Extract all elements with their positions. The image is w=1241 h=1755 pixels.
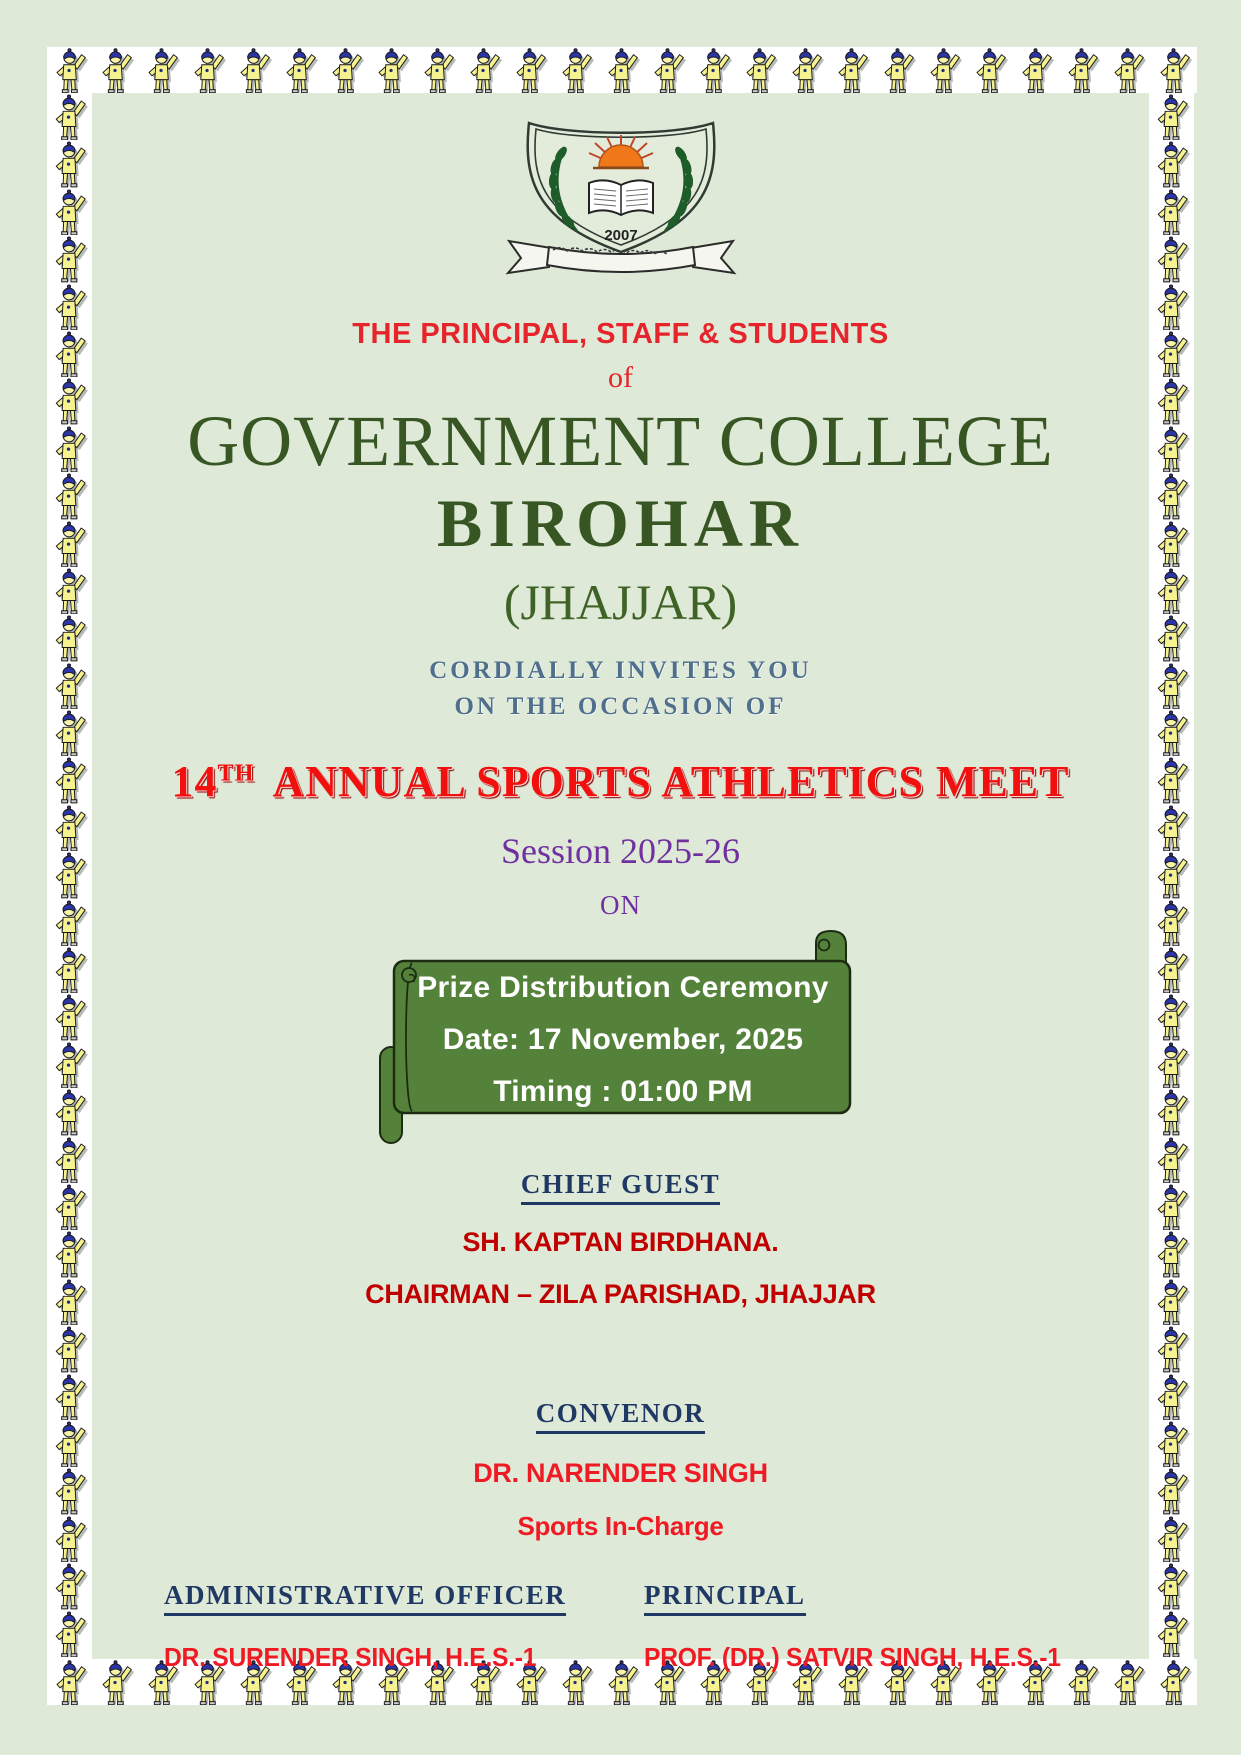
convenor-heading: CONVENOR <box>536 1398 706 1434</box>
person-waving-icon <box>599 47 645 93</box>
chief-guest-heading-row <box>92 1169 1149 1205</box>
invite-line-1: CORDIALLY INVITES YOU <box>429 657 812 684</box>
invitation-content <box>92 93 1149 1672</box>
person-waving-icon <box>47 1278 92 1325</box>
person-waving-icon <box>1149 188 1194 235</box>
chief-guest-name: SH. KAPTAN BIRDHANA. <box>462 1226 779 1257</box>
on-word: ON <box>600 889 641 920</box>
person-waving-icon <box>47 662 92 709</box>
person-waving-icon <box>47 1659 93 1705</box>
college-name: GOVERNMENT COLLEGE <box>187 401 1054 481</box>
person-waving-icon <box>47 235 92 282</box>
administrative-officer-heading: ADMINISTRATIVE OFFICER <box>164 1580 566 1616</box>
person-waving-icon <box>1105 47 1151 93</box>
person-waving-icon <box>1149 235 1194 282</box>
principal-heading: PRINCIPAL <box>644 1580 806 1616</box>
person-waving-icon <box>47 756 92 803</box>
person-waving-icon <box>47 1610 92 1657</box>
person-waving-icon <box>1151 1659 1197 1705</box>
person-waving-icon <box>1149 472 1194 519</box>
person-waving-icon <box>47 993 92 1040</box>
scroll-banner <box>368 927 873 1147</box>
person-waving-icon <box>415 47 461 93</box>
principal-name: PROF. (DR.) SATVIR SINGH, H.E.S.-1 <box>644 1641 1061 1672</box>
administrative-officer-name: DR. SURENDER SINGH, H.E.S.-1 <box>164 1641 537 1672</box>
person-waving-icon <box>1149 614 1194 661</box>
college-crest-shield-icon <box>481 109 761 287</box>
border-top <box>47 47 1197 93</box>
college-crest <box>92 109 1149 292</box>
person-waving-icon <box>47 283 92 330</box>
person-waving-icon <box>1149 1278 1194 1325</box>
event-title <box>92 756 1149 806</box>
person-waving-icon <box>1149 283 1194 330</box>
person-waving-icon <box>139 47 185 93</box>
convenor-heading-row <box>92 1398 1149 1434</box>
person-waving-icon <box>1149 1515 1194 1562</box>
person-waving-icon <box>47 1136 92 1183</box>
event-title-rest: ANNUAL SPORTS ATHLETICS MEET <box>272 756 1070 806</box>
session-line: Session 2025-26 <box>500 830 740 871</box>
person-waving-icon <box>967 47 1013 93</box>
scroll-ceremony-line: Prize Distribution Ceremony <box>417 970 829 1004</box>
person-waving-icon <box>47 1373 92 1420</box>
person-waving-icon <box>47 946 92 993</box>
invite-line-2: ON THE OCCASION OF <box>454 693 787 721</box>
chief-guest-designation: CHAIRMAN – ZILA PARISHAD, JHAJJAR <box>365 1278 876 1309</box>
person-waving-icon <box>1149 756 1194 803</box>
person-waving-icon <box>1151 47 1197 93</box>
person-waving-icon <box>47 567 92 614</box>
person-waving-icon <box>783 47 829 93</box>
invitation-lines <box>92 653 1149 726</box>
person-waving-icon <box>47 1467 92 1514</box>
person-waving-icon <box>323 47 369 93</box>
person-waving-icon <box>47 140 92 187</box>
person-waving-icon <box>829 47 875 93</box>
open-book-icon <box>589 180 653 215</box>
person-waving-icon <box>1149 946 1194 993</box>
person-waving-icon <box>1149 993 1194 1040</box>
person-waving-icon <box>1149 1183 1194 1230</box>
person-waving-icon <box>1149 662 1194 709</box>
of-word: of <box>608 361 633 394</box>
convenor-name: DR. NARENDER SINGH <box>473 1457 768 1488</box>
person-waving-icon <box>1149 1373 1194 1420</box>
person-waving-icon <box>47 93 92 140</box>
person-waving-icon <box>1059 47 1105 93</box>
person-waving-icon <box>1149 1136 1194 1183</box>
person-waving-icon <box>1149 1420 1194 1467</box>
person-waving-icon <box>921 47 967 93</box>
border-left <box>47 93 92 1659</box>
person-waving-icon <box>1149 520 1194 567</box>
person-waving-icon <box>1149 851 1194 898</box>
person-waving-icon <box>875 47 921 93</box>
person-waving-icon <box>691 47 737 93</box>
person-waving-icon <box>47 804 92 851</box>
established-year: 2007 <box>603 227 638 244</box>
person-waving-icon <box>47 330 92 377</box>
chief-guest-heading: CHIEF GUEST <box>521 1169 720 1205</box>
scroll-date-line: Date: 17 November, 2025 <box>442 1022 804 1056</box>
person-waving-icon <box>47 1230 92 1277</box>
person-waving-icon <box>737 47 783 93</box>
person-waving-icon <box>47 1325 92 1372</box>
person-waving-icon <box>47 188 92 235</box>
person-waving-icon <box>645 47 691 93</box>
person-waving-icon <box>1149 93 1194 140</box>
person-waving-icon <box>47 1515 92 1562</box>
person-waving-icon <box>1149 1230 1194 1277</box>
principal-block <box>644 1580 1149 1673</box>
person-waving-icon <box>507 47 553 93</box>
person-waving-icon <box>1149 804 1194 851</box>
person-waving-icon <box>1149 899 1194 946</box>
person-waving-icon <box>185 47 231 93</box>
person-waving-icon <box>231 47 277 93</box>
person-waving-icon <box>47 899 92 946</box>
person-waving-icon <box>1149 140 1194 187</box>
person-waving-icon <box>47 709 92 756</box>
person-waving-icon <box>369 47 415 93</box>
signatories-row <box>92 1580 1149 1673</box>
person-waving-icon <box>461 47 507 93</box>
person-waving-icon <box>47 1183 92 1230</box>
person-waving-icon <box>1149 1467 1194 1514</box>
person-waving-icon <box>47 425 92 472</box>
person-waving-icon <box>47 1420 92 1467</box>
person-waving-icon <box>1149 377 1194 424</box>
convenor-designation: Sports In-Charge <box>517 1510 724 1541</box>
person-waving-icon <box>47 47 93 93</box>
person-waving-icon <box>1149 1088 1194 1135</box>
person-waving-icon <box>47 1088 92 1135</box>
person-waving-icon <box>93 47 139 93</box>
person-waving-icon <box>1149 1325 1194 1372</box>
person-waving-icon <box>277 47 323 93</box>
person-waving-icon <box>1013 47 1059 93</box>
person-waving-icon <box>553 47 599 93</box>
administrative-officer-block <box>164 1580 644 1673</box>
principal-staff-students-line: THE PRINCIPAL, STAFF & STUDENTS <box>352 318 889 350</box>
event-title-ordinal: TH <box>217 758 255 786</box>
scroll-time-line: Timing : 01:00 PM <box>493 1074 753 1108</box>
person-waving-icon <box>1149 1041 1194 1088</box>
person-waving-icon <box>1149 425 1194 472</box>
event-title-number: 14 <box>171 756 218 806</box>
person-waving-icon <box>1149 567 1194 614</box>
person-waving-icon <box>1149 330 1194 377</box>
person-waving-icon <box>47 614 92 661</box>
college-place: BIROHAR <box>437 485 804 561</box>
person-waving-icon <box>47 851 92 898</box>
person-waving-icon <box>47 1562 92 1609</box>
person-waving-icon <box>1149 709 1194 756</box>
person-waving-icon <box>47 520 92 567</box>
person-waving-icon <box>1149 1610 1194 1657</box>
border-right <box>1149 93 1194 1659</box>
person-waving-icon <box>1149 1562 1194 1609</box>
person-waving-icon <box>47 1041 92 1088</box>
person-waving-icon <box>47 377 92 424</box>
person-waving-icon <box>47 472 92 519</box>
college-district: (JHAJJAR) <box>503 574 738 630</box>
